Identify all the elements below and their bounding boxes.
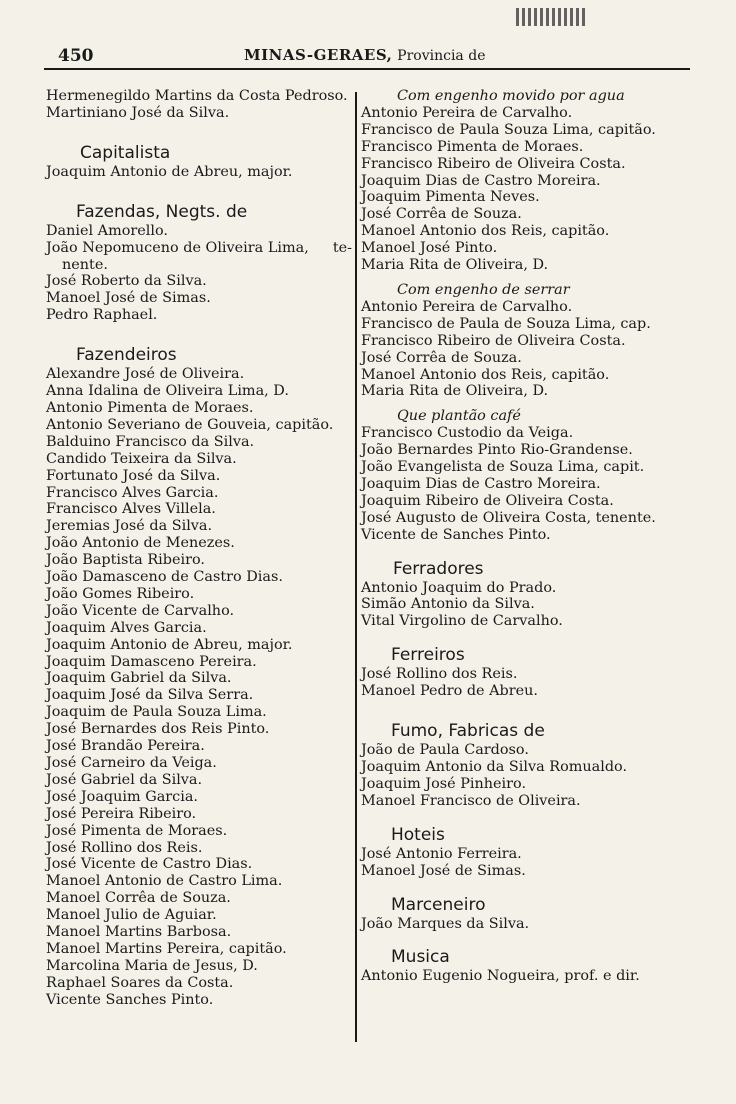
subsection-heading-engenho-agua: Com engenho movido por agua xyxy=(397,88,625,104)
list-item: José Roberto da Silva. xyxy=(46,273,207,290)
list-item: João Baptista Ribeiro. xyxy=(46,552,205,569)
ferradores-list xyxy=(361,580,691,631)
list-item: Manoel Corrêa de Souza. xyxy=(46,890,231,907)
list-item: José Vicente de Castro Dias. xyxy=(46,856,253,873)
list-item: João Nepomuceno de Oliveira Lima, te- xyxy=(46,239,352,256)
plantao-cafe-list xyxy=(361,425,691,543)
list-item: Joaquim de Paula Souza Lima. xyxy=(46,704,267,721)
list-item: Daniel Amorello. xyxy=(46,222,168,239)
list-item: Pedro Raphael. xyxy=(46,307,158,324)
section-heading-ferradores: Ferradores xyxy=(393,558,484,579)
list-item: Vicente de Sanches Pinto. xyxy=(361,526,551,543)
list-item: João Damasceno de Castro Dias. xyxy=(46,569,283,586)
list-item: Joaquim Pimenta Neves. xyxy=(361,189,540,206)
list-item: João de Paula Cardoso. xyxy=(361,742,529,759)
subsection-heading-plantao-cafe: Que plantão café xyxy=(397,408,521,425)
right-column xyxy=(361,88,691,985)
list-item: Joaquim Damasceno Pereira. xyxy=(46,653,257,670)
section-heading-capitalista: Capitalista xyxy=(80,142,171,163)
list-item: Joaquim Ribeiro de Oliveira Costa. xyxy=(361,492,614,509)
page-number: 450 xyxy=(58,46,94,66)
list-item: José Corrêa de Souza. xyxy=(361,349,522,366)
list-item: Manoel Pedro de Abreu. xyxy=(361,683,538,700)
list-item: Manoel Antonio dos Reis, capitão. xyxy=(361,223,610,240)
list-item: Alexandre José de Oliveira. xyxy=(46,366,245,383)
list-item: Joaquim Antonio de Abreu, major. xyxy=(46,636,293,653)
list-item: Hermenegildo Martins da Costa Pedroso. xyxy=(46,88,348,104)
list-item: Balduino Francisco da Silva. xyxy=(46,433,255,450)
engenho-agua-list xyxy=(361,105,691,274)
marceneiro-list xyxy=(361,916,691,933)
list-item: Francisco Ribeiro de Oliveira Costa. xyxy=(361,332,626,349)
list-item: Francisco de Paula Souza Lima, capitão. xyxy=(361,121,656,138)
list-item: Joaquim Antonio de Abreu, major. xyxy=(46,163,293,180)
list-item: Manoel Francisco de Oliveira. xyxy=(361,792,581,809)
list-item: Manoel José Pinto. xyxy=(361,240,498,257)
list-item: José Pereira Ribeiro. xyxy=(46,805,197,822)
list-item-continuation: nente. xyxy=(62,256,108,273)
section-heading-musica: Musica xyxy=(391,947,450,968)
list-item: Joaquim Dias de Castro Moreira. xyxy=(361,475,601,492)
list-item: Manoel José de Simas. xyxy=(361,862,526,879)
list-item: Manoel Antonio dos Reis, capitão. xyxy=(361,366,610,383)
list-item: Antonio Pimenta de Moraes. xyxy=(46,399,254,416)
list-item: Raphael Soares da Costa. xyxy=(46,974,234,991)
list-item: José Rollino dos Reis. xyxy=(361,666,518,683)
list-item: Jeremias José da Silva. xyxy=(46,518,213,535)
list-item: José Brandão Pereira. xyxy=(46,738,205,755)
list-item: Candido Teixeira da Silva. xyxy=(46,450,237,467)
list-item: Manoel Martins Pereira, capitão. xyxy=(46,940,287,957)
list-item: João Evangelista de Souza Lima, capit. xyxy=(361,459,645,476)
list-item: Anna Idalina de Oliveira Lima, D. xyxy=(46,383,289,400)
list-item: José Augusto de Oliveira Costa, tenente. xyxy=(361,509,656,526)
section-heading-ferreiros: Ferreiros xyxy=(391,645,465,666)
list-item: Joaquim Dias de Castro Moreira. xyxy=(361,172,601,189)
section-heading-fazendeiros: Fazendeiros xyxy=(76,345,177,366)
subsection-heading-engenho-serrar: Com engenho de serrar xyxy=(397,281,570,298)
page-header xyxy=(44,44,690,70)
list-item: Joaquim Antonio da Silva Romualdo. xyxy=(361,759,628,775)
list-item: Manoel Julio de Aguiar. xyxy=(46,907,217,924)
fazendeiros-list xyxy=(46,366,352,1008)
list-item: Joaquim Gabriel da Silva. xyxy=(46,670,232,687)
list-item: Antonio Joaquim do Prado. xyxy=(361,579,557,596)
ferreiros-list xyxy=(361,666,691,700)
list-item: José Joaquim Garcia. xyxy=(46,788,198,805)
list-item: Manoel Antonio de Castro Lima. xyxy=(46,873,283,890)
list-item: Manoel Martins Barbosa. xyxy=(46,924,232,941)
list-item: Antonio Pereira de Carvalho. xyxy=(361,104,573,121)
hoteis-list xyxy=(361,846,691,880)
list-item: José Corrêa de Souza. xyxy=(361,206,522,223)
list-item: João Vicente de Carvalho. xyxy=(46,602,235,619)
left-column xyxy=(46,88,352,1009)
list-item: José Pimenta de Moraes. xyxy=(46,822,228,839)
column-divider xyxy=(355,92,357,1042)
list-item: Antonio Severiano de Gouveia, capitão. xyxy=(46,416,334,433)
engenho-serrar-list xyxy=(361,299,691,400)
list-item: Joaquim José Pinheiro. xyxy=(361,775,527,792)
list-item: Joaquim José da Silva Serra. xyxy=(46,687,254,704)
list-item: João Bernardes Pinto Rio-Grandense. xyxy=(361,442,633,459)
list-item: José Carneiro da Veiga. xyxy=(46,755,217,771)
section-heading-fazendas: Fazendas, Negts. de xyxy=(76,201,248,222)
list-item: Vital Virgolino de Carvalho. xyxy=(361,613,563,630)
list-item: João Marques da Silva. xyxy=(361,915,530,932)
list-item: José Antonio Ferreira. xyxy=(361,845,522,862)
list-item: Manoel José de Simas. xyxy=(46,290,211,307)
list-item: Antonio Eugenio Nogueira, prof. e dir. xyxy=(361,968,640,985)
musica-list xyxy=(361,968,691,985)
list-item: Simão Antonio da Silva. xyxy=(361,596,535,613)
list-item: José Rollino dos Reis. xyxy=(46,839,203,856)
print-smudge xyxy=(516,8,588,26)
list-item: Vicente Sanches Pinto. xyxy=(46,991,214,1008)
list-item: Maria Rita de Oliveira, D. xyxy=(361,257,549,274)
list-item: João Antonio de Menezes. xyxy=(46,535,235,552)
list-item: Francisco Alves Villela. xyxy=(46,501,216,518)
list-item: Joaquim Alves Garcia. xyxy=(46,619,207,636)
list-item: Francisco Alves Garcia. xyxy=(46,484,219,501)
list-item: Fortunato José da Silva. xyxy=(46,467,221,484)
list-item: Francisco Custodio da Veiga. xyxy=(361,425,574,442)
section-heading-marceneiro: Marceneiro xyxy=(391,894,486,915)
list-item: João Gomes Ribeiro. xyxy=(46,585,195,602)
list-item: José Bernardes dos Reis Pinto. xyxy=(46,721,270,738)
page-title: MINAS-GERAES, Provincia de xyxy=(244,46,486,64)
list-item: Antonio Pereira de Carvalho. xyxy=(361,298,573,315)
list-item: Martiniano José da Silva. xyxy=(46,104,230,121)
list-item: José Gabriel da Silva. xyxy=(46,771,203,788)
list-item: Marcolina Maria de Jesus, D. xyxy=(46,957,258,974)
list-item: Francisco Ribeiro de Oliveira Costa. xyxy=(361,155,626,172)
list-item: Maria Rita de Oliveira, D. xyxy=(361,383,549,400)
list-item: Francisco Pimenta de Moraes. xyxy=(361,138,584,155)
section-heading-hoteis: Hoteis xyxy=(391,824,445,845)
fumo-list xyxy=(361,742,691,810)
list-item: Francisco de Paula de Souza Lima, cap. xyxy=(361,315,651,332)
section-heading-fumo: Fumo, Fabricas de xyxy=(391,721,545,742)
